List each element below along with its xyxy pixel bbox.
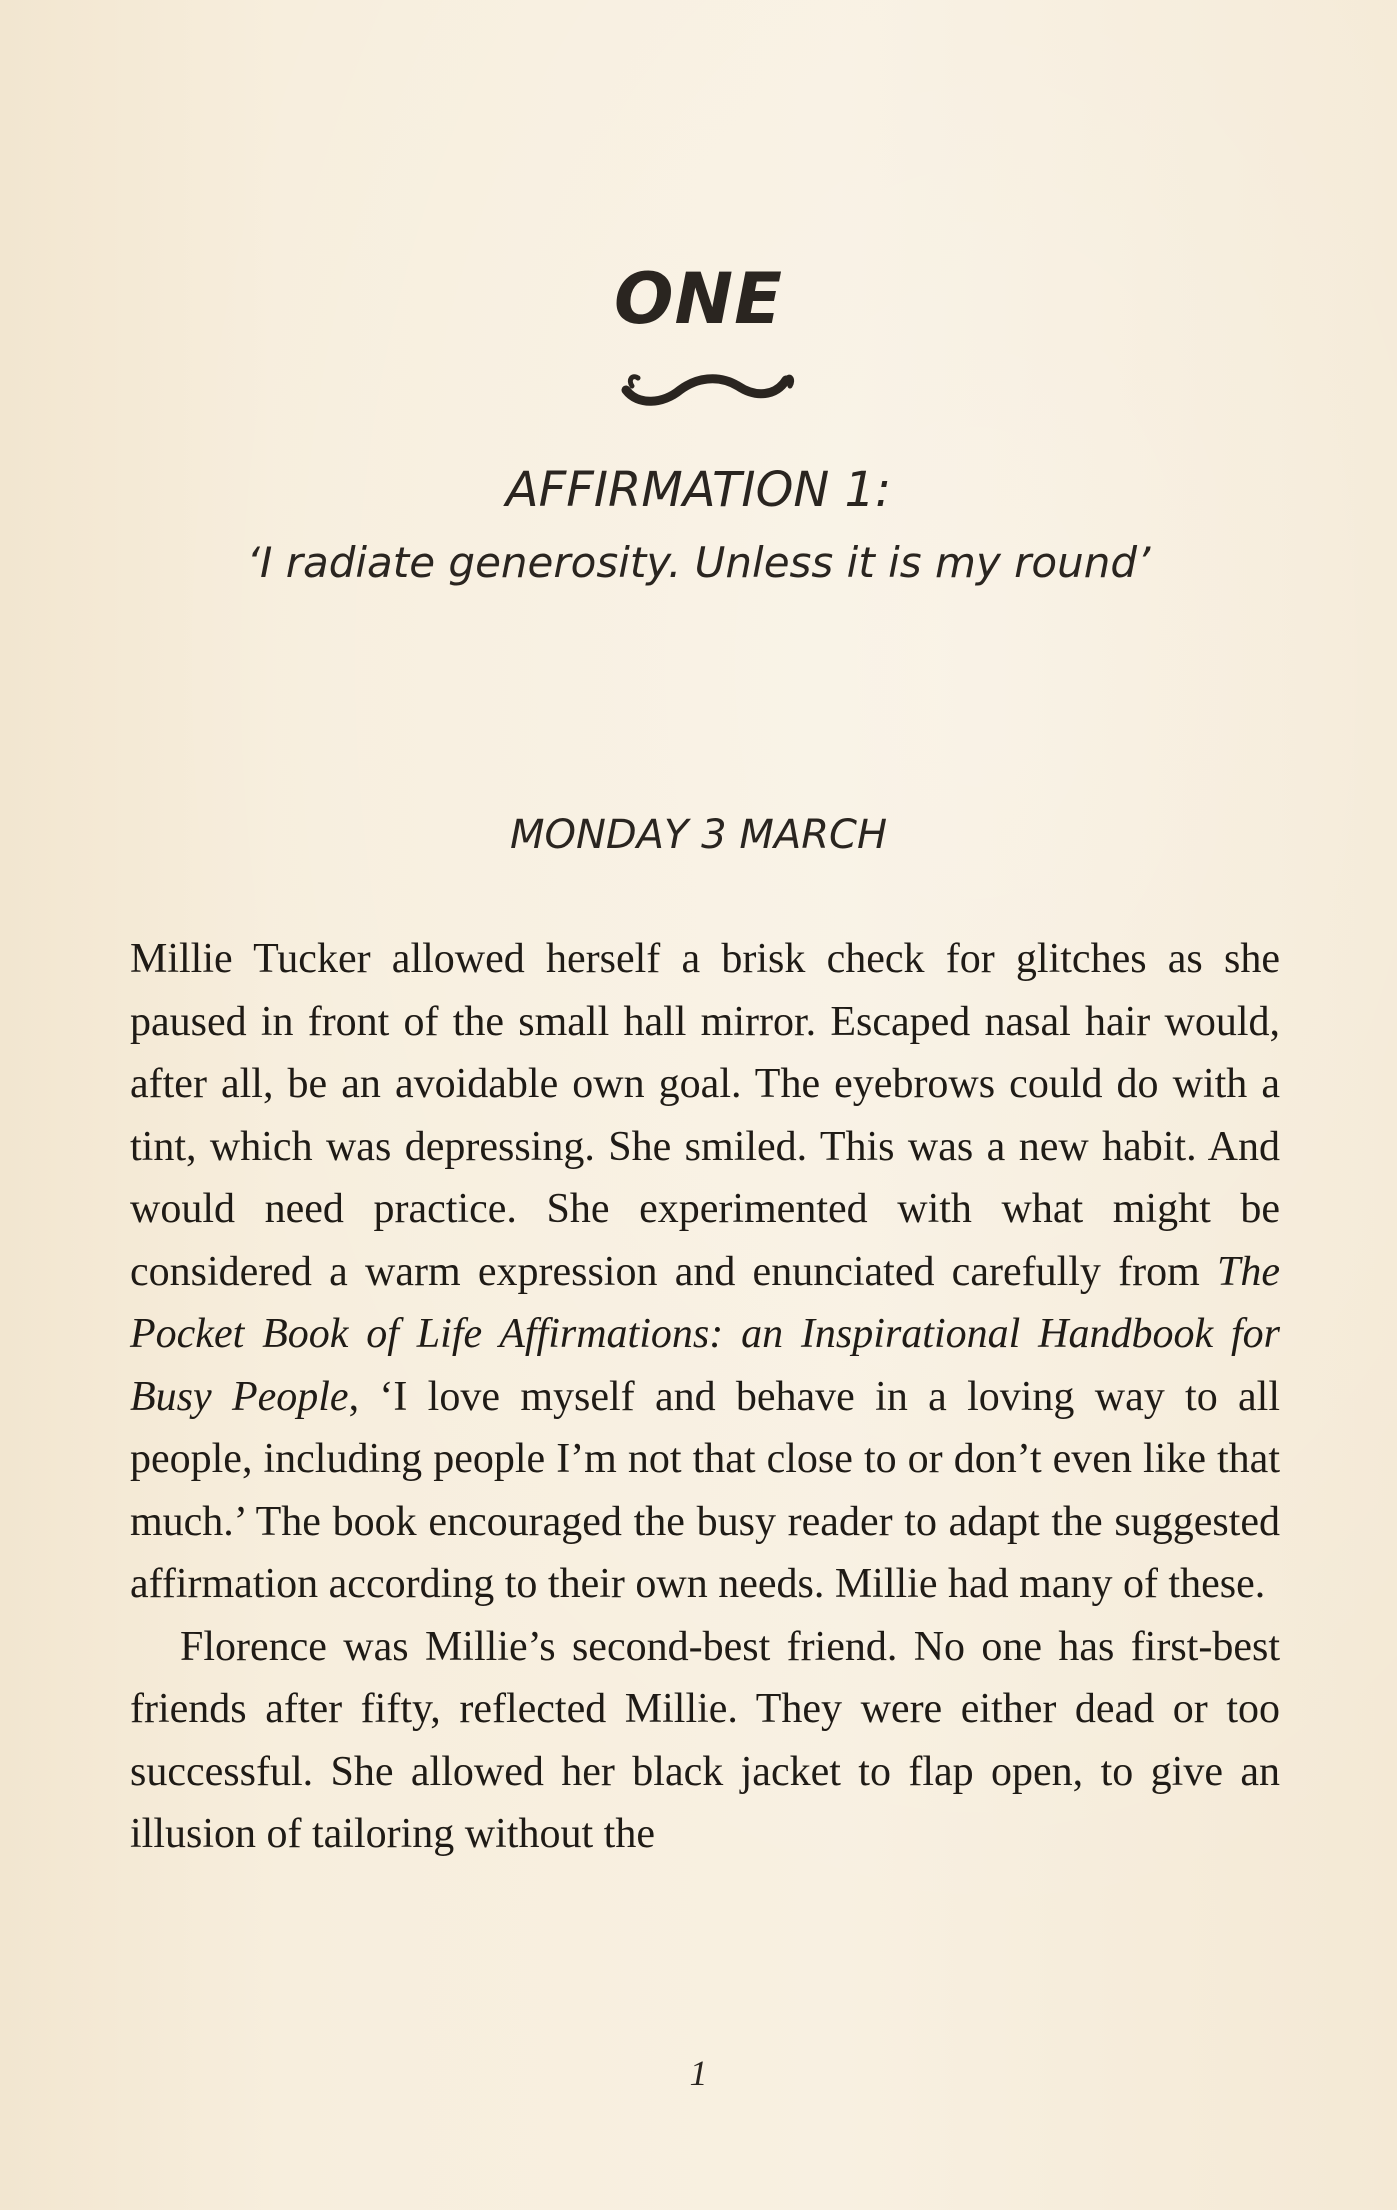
chapter-title: ONE bbox=[614, 258, 783, 340]
show-through-header bbox=[580, 20, 591, 54]
affirmation-quote: ‘I radiate generosity. Unless it is my round’ bbox=[246, 538, 1151, 587]
paragraph-1-text-b: , ‘I love myself and behave in a loving way to all people, including people I’m not that close to or don’t even like that much.’ The book encouraged the busy reader to adapt the suggested affirmation according to their own needs. Millie had many of these. bbox=[130, 1373, 1281, 1607]
paragraph-1-text-a: Millie Tucker allowed herself a brisk check for glitches as she paused in front of the small hall mirror. Escaped nasal hair would, after all, be an avoidable own goal. The eyebrows could do with a tint, which was depressing. She smiled. This was a new habit. And would need practice. She experimented with what might be considered a warm expression and enunciated carefully from bbox=[130, 936, 1280, 1295]
book-title: The Pocket Book of Life Affirmations: an Inspirational Handbook for Busy People bbox=[130, 1248, 1280, 1420]
date-heading: MONDAY 3 MARCH bbox=[509, 812, 888, 858]
paragraph-1 bbox=[130, 928, 1280, 1616]
page-number: 1 bbox=[689, 2053, 708, 2093]
chapter-swash-ornament bbox=[618, 360, 798, 408]
body-text bbox=[130, 928, 1280, 1866]
affirmation-heading: AFFIRMATION 1: bbox=[505, 462, 892, 518]
paragraph-2: Florence was Millie’s second-best friend. No one has first-best friends after fifty, reflected Millie. They were either dead or too successful. She allowed her black jacket to flap open, to give an illusion of tailoring without the bbox=[130, 1623, 1280, 1857]
